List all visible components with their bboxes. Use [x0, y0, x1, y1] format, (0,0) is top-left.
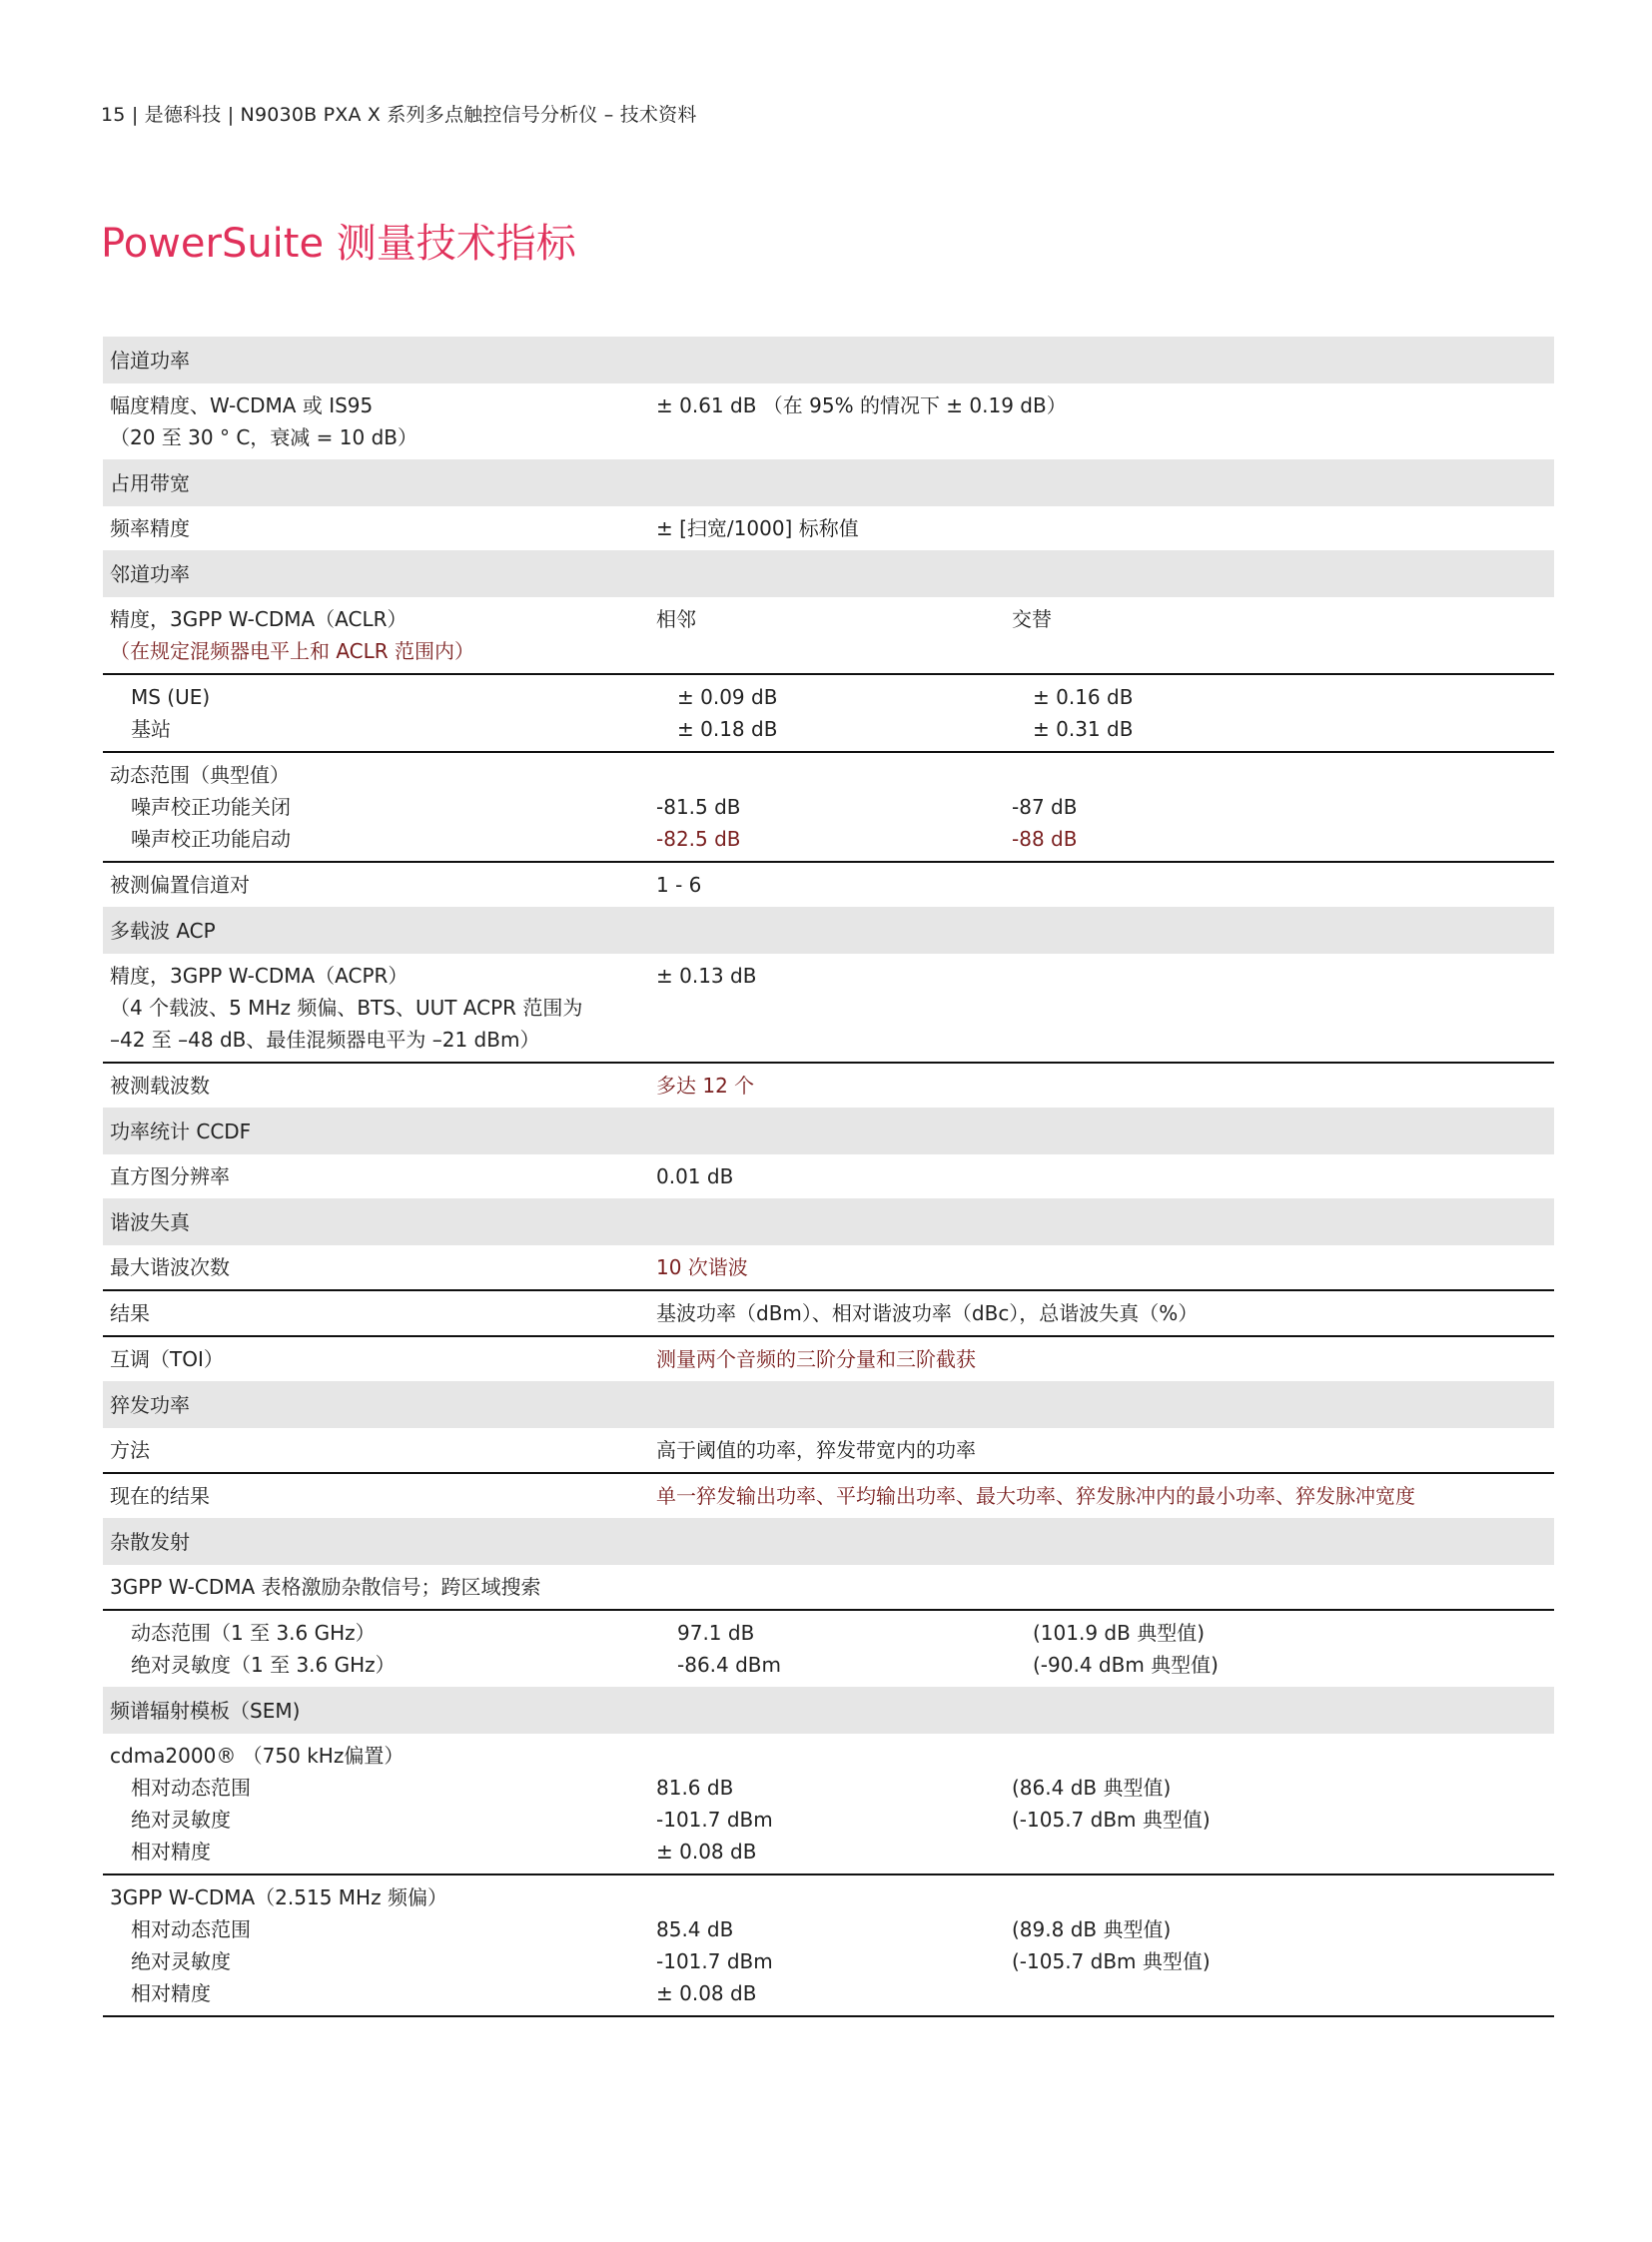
spec-row — [103, 1611, 1554, 1687]
spec-label-line: 精度，3GPP W-CDMA（ACPR） — [110, 964, 409, 988]
spec-value — [677, 1617, 1033, 1681]
spec-value-line: ± 0.09 dB — [677, 685, 778, 709]
spec-label — [110, 869, 656, 901]
spec-value — [656, 759, 1012, 855]
spec-label-line: MS (UE) — [131, 685, 211, 709]
spec-value-line: ± 0.08 dB — [656, 1981, 757, 2005]
spec-label-line: 现在的结果 — [110, 1484, 210, 1508]
spec-value-line: -88 dB — [1012, 827, 1078, 851]
spec-label — [110, 1740, 656, 1868]
spec-label-line: （在规定混频器电平上和 ACLR 范围内） — [110, 639, 475, 663]
spec-row — [103, 1337, 1554, 1381]
spec-value-line: -82.5 dB — [656, 827, 741, 851]
spec-value-line: ± 0.18 dB — [677, 717, 778, 741]
section-header: 猝发功率 — [103, 1381, 1554, 1428]
spec-value-alt — [1012, 1740, 1554, 1868]
spec-label — [110, 1297, 656, 1329]
spec-label — [110, 512, 656, 544]
spec-label-line: 绝对灵敏度 — [131, 1808, 231, 1832]
section-header: 频谱辐射模板（SEM) — [103, 1687, 1554, 1734]
spec-value-line: ± 0.08 dB — [656, 1840, 757, 1864]
spec-value — [656, 1740, 1012, 1868]
spec-row — [103, 954, 1554, 1064]
spec-value-line: 85.4 dB — [656, 1917, 734, 1941]
spec-label-line: 相对动态范围 — [131, 1776, 251, 1800]
spec-label-line: 相对精度 — [131, 1840, 211, 1864]
spec-row — [103, 1474, 1554, 1518]
spec-value: ± [扫宽/1000] 标称值 — [656, 516, 859, 540]
page-title: PowerSuite 测量技术指标 — [101, 221, 576, 267]
spec-table — [103, 337, 1554, 2017]
spec-value: 基波功率（dBm）、相对谐波功率（dBc），总谐波失真（%） — [656, 1301, 1199, 1325]
spec-value-line: (101.9 dB 典型值) — [1033, 1621, 1205, 1645]
spec-label-line: 动态范围（典型值） — [110, 763, 290, 787]
spec-value: ± 0.61 dB （在 95% 的情况下 ± 0.19 dB） — [656, 393, 1067, 417]
spec-value: ± 0.13 dB — [656, 964, 757, 988]
spec-row — [103, 1245, 1554, 1291]
spec-label-line: 被测载波数 — [110, 1074, 210, 1098]
spec-value-line — [1012, 1836, 1554, 1868]
spec-value — [656, 1881, 1012, 2009]
spec-value-line: -87 dB — [1012, 795, 1078, 819]
spec-value: 0.01 dB — [656, 1164, 734, 1188]
spec-label-line: 结果 — [110, 1301, 150, 1325]
spec-label — [110, 960, 656, 1056]
spec-value-line: 相邻 — [656, 607, 696, 631]
spec-row — [103, 1064, 1554, 1108]
spec-label — [110, 1571, 656, 1603]
spec-value: 单一猝发输出功率、平均输出功率、最大功率、猝发脉冲内的最小功率、猝发脉冲宽度 — [656, 1484, 1415, 1508]
spec-label — [110, 759, 656, 855]
spec-row — [103, 1875, 1554, 2017]
spec-value-alt — [1012, 603, 1554, 667]
spec-label — [110, 1251, 656, 1283]
spec-label-line: 精度，3GPP W-CDMA（ACLR） — [110, 607, 408, 631]
spec-label-line: 相对精度 — [131, 1981, 211, 2005]
spec-label — [110, 1434, 656, 1466]
spec-label-line: 噪声校正功能关闭 — [131, 795, 291, 819]
spec-value: 10 次谐波 — [656, 1255, 748, 1279]
spec-label-line: 3GPP W-CDMA（2.515 MHz 频偏） — [110, 1885, 447, 1909]
spec-label-line: 绝对灵敏度（1 至 3.6 GHz） — [131, 1653, 396, 1677]
spec-label — [110, 1881, 656, 2009]
spec-value-line: -86.4 dBm — [677, 1653, 782, 1677]
spec-row — [103, 753, 1554, 863]
spec-row — [103, 1154, 1554, 1198]
spec-value-line: ± 0.16 dB — [1033, 685, 1134, 709]
spec-label-line: 直方图分辨率 — [110, 1164, 230, 1188]
spec-label — [110, 1480, 656, 1512]
section-header: 功率统计 CCDF — [103, 1108, 1554, 1154]
spec-row — [103, 597, 1554, 675]
section-header: 多载波 ACP — [103, 907, 1554, 954]
spec-value-line: (86.4 dB 典型值) — [1012, 1776, 1172, 1800]
spec-value-line — [1012, 1881, 1554, 1913]
spec-label-line: 绝对灵敏度 — [131, 1949, 231, 1973]
spec-label — [110, 603, 656, 667]
spec-value — [656, 603, 1012, 667]
spec-label — [110, 1343, 656, 1375]
spec-value: 1 - 6 — [656, 873, 702, 897]
spec-label-line: 3GPP W-CDMA 表格激励杂散信号；跨区域搜索 — [110, 1575, 541, 1599]
spec-value-line — [656, 1881, 1012, 1913]
spec-row — [103, 506, 1554, 550]
spec-value-line: 交替 — [1012, 607, 1052, 631]
spec-row — [103, 1291, 1554, 1337]
spec-value-line — [1012, 1740, 1554, 1772]
spec-value-line: -101.7 dBm — [656, 1949, 773, 1973]
spec-label — [110, 1070, 656, 1102]
section-header: 邻道功率 — [103, 550, 1554, 597]
spec-label-line: 方法 — [110, 1438, 150, 1462]
spec-label-line: 最大谐波次数 — [110, 1255, 230, 1279]
spec-value — [656, 1571, 1554, 1603]
spec-label-line: （20 至 30 ° C，衰减 = 10 dB） — [110, 425, 417, 449]
spec-value: 测量两个音频的三阶分量和三阶截获 — [656, 1347, 976, 1371]
spec-value-line — [656, 1740, 1012, 1772]
section-header: 谐波失真 — [103, 1198, 1554, 1245]
spec-label-line: 相对动态范围 — [131, 1917, 251, 1941]
spec-row — [103, 1565, 1554, 1611]
spec-label — [110, 1617, 677, 1681]
spec-value-line: (-105.7 dBm 典型值) — [1012, 1808, 1211, 1832]
spec-value-line: (-105.7 dBm 典型值) — [1012, 1949, 1211, 1973]
section-header: 占用带宽 — [103, 459, 1554, 506]
spec-label-line: 基站 — [131, 717, 171, 741]
section-header: 信道功率 — [103, 337, 1554, 383]
spec-label-line: （4 个载波、5 MHz 频偏、BTS、UUT ACPR 范围为 — [110, 996, 583, 1020]
spec-value-line: (89.8 dB 典型值) — [1012, 1917, 1172, 1941]
spec-label-line: –42 至 –48 dB、最佳混频器电平为 –21 dBm） — [110, 1028, 540, 1052]
spec-row — [103, 863, 1554, 907]
spec-value-line — [656, 759, 1012, 791]
spec-value-alt — [1012, 759, 1554, 855]
spec-value-line: -81.5 dB — [656, 795, 741, 819]
spec-label-line: 噪声校正功能启动 — [131, 827, 291, 851]
spec-row — [103, 1428, 1554, 1474]
spec-value-alt — [1012, 1881, 1554, 2009]
spec-label — [110, 389, 656, 453]
spec-label-line: 互调（TOI） — [110, 1347, 224, 1371]
spec-value-line: ± 0.31 dB — [1033, 717, 1134, 741]
spec-label-line: 频率精度 — [110, 516, 190, 540]
spec-value-alt — [1033, 681, 1554, 745]
spec-label-line: 被测偏置信道对 — [110, 873, 250, 897]
spec-row — [103, 675, 1554, 753]
spec-value-alt — [1033, 1617, 1554, 1681]
spec-row — [103, 1734, 1554, 1875]
spec-value-line: 97.1 dB — [677, 1621, 755, 1645]
spec-value-line — [1012, 759, 1554, 791]
spec-label — [110, 681, 677, 745]
spec-value: 多达 12 个 — [656, 1074, 755, 1098]
spec-label-line: cdma2000® （750 kHz偏置） — [110, 1744, 405, 1768]
spec-value-line — [1012, 1977, 1554, 2009]
spec-label-line: 幅度精度、W-CDMA 或 IS95 — [110, 393, 374, 417]
section-header: 杂散发射 — [103, 1518, 1554, 1565]
spec-value-line: (-90.4 dBm 典型值) — [1033, 1653, 1219, 1677]
spec-label — [110, 1160, 656, 1192]
page-header: 15 | 是德科技 | N9030B PXA X 系列多点触控信号分析仪 – 技术资料 — [101, 104, 697, 126]
spec-value — [677, 681, 1033, 745]
spec-label-line: 动态范围（1 至 3.6 GHz） — [131, 1621, 376, 1645]
spec-value-line: -101.7 dBm — [656, 1808, 773, 1832]
spec-row — [103, 383, 1554, 459]
spec-value-line: 81.6 dB — [656, 1776, 734, 1800]
spec-value: 高于阈值的功率，猝发带宽内的功率 — [656, 1438, 976, 1462]
